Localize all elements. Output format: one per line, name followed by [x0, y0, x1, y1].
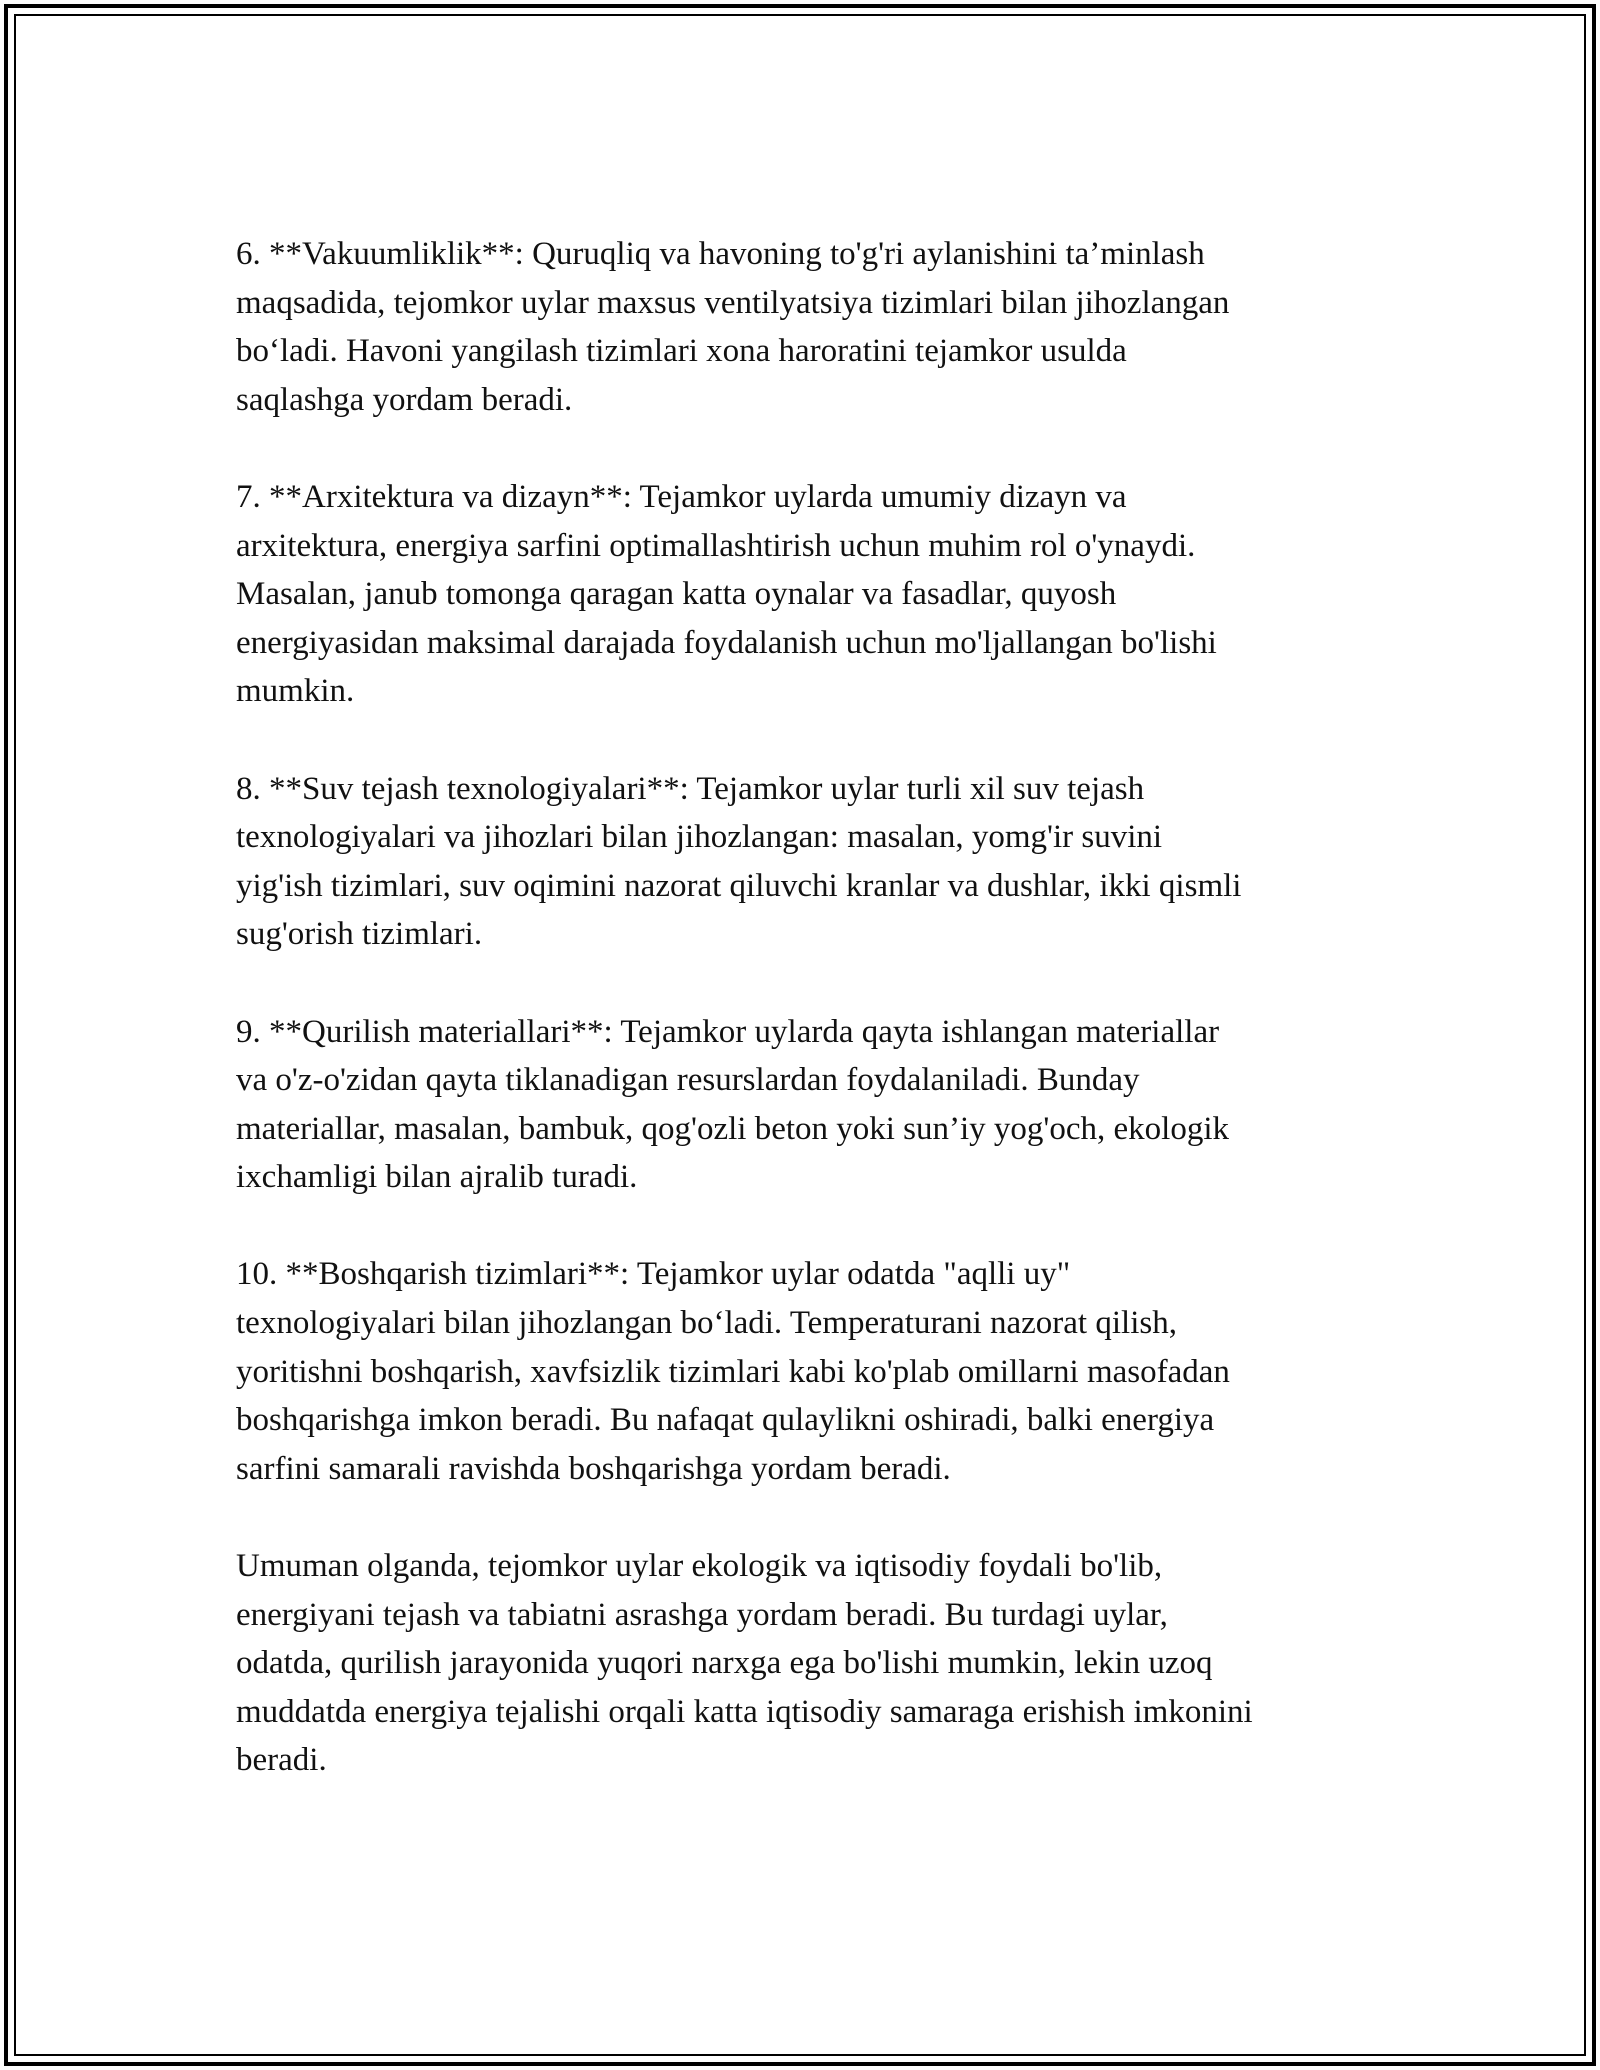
paragraph-building-materials: 9. **Qurilish materiallari**: Tejamkor uylarda qayta ishlangan materiallar va o'z-o'zidan qayta tiklanadigan resurslardan foydalaniladi. Bunday materiallar, masalan, bambuk, qog'ozli beton yoki sun’iy yog'och, ekologik ixchamligi bilan ajralib turadi.	[236, 1013, 1230, 1196]
paragraph-water-saving: 8. **Suv tejash texnologiyalari**: Tejamkor uylar turli xil suv tejash texnologiyalari va jihozlari bilan jihozlangan: masalan, yomg'ir suvini yig'ish tizimlari, suv oqimini nazorat qiluvchi kranlar va dushlar, ikki qismli sug'orish tizimlari.	[236, 770, 1242, 953]
paragraph-conclusion: Umuman olganda, tejomkor uylar ekologik va iqtisodiy foydali bo'lib, energiyani tejash va tabiatni asrashga yordam beradi. Bu turdagi uylar, odatda, qurilish jarayonida yuqori narxga ega bo'lishi mumkin, lekin uzoq muddatda energiya tejalishi orqali katta iqtisodiy samaraga erishish imkonini beradi.	[236, 1548, 1253, 1779]
paragraph-ventilation: 6. **Vakuumliklik**: Quruqliq va havoning to'g'ri aylanishini ta’minlash maqsadida, tejomkor uylar maxsus ventilyatsiya tizimlari bilan jihozlangan bo‘ladi. Havoni yangilash tizimlari xona haroratini tejamkor usulda saqlashga yordam beradi.	[236, 236, 1230, 418]
document-body	[236, 230, 1376, 1834]
paragraph-architecture: 7. **Arxitektura va dizayn**: Tejamkor uylarda umumiy dizayn va arxitektura, energiya sarfini optimallashtirish uchun muhim rol o'ynaydi. Masalan, janub tomonga qaragan katta oynalar va fasadlar, quyosh energiyasidan maksimal darajada foydalanish uchun mo'ljallangan bo'lishi mumkin.	[236, 478, 1217, 710]
paragraph-control-systems: 10. **Boshqarish tizimlari**: Tejamkor uylar odatda "aqlli uy" texnologiyalari bilan jihozlangan bo‘ladi. Temperaturani nazorat qilish, yoritishni boshqarish, xavfsizlik tizimlari kabi ko'plab omillarni masofadan boshqarishga imkon beradi. Bu nafaqat qulaylikni oshiradi, balki energiya sarfini samarali ravishda boshqarishga yordam beradi.	[236, 1256, 1230, 1487]
